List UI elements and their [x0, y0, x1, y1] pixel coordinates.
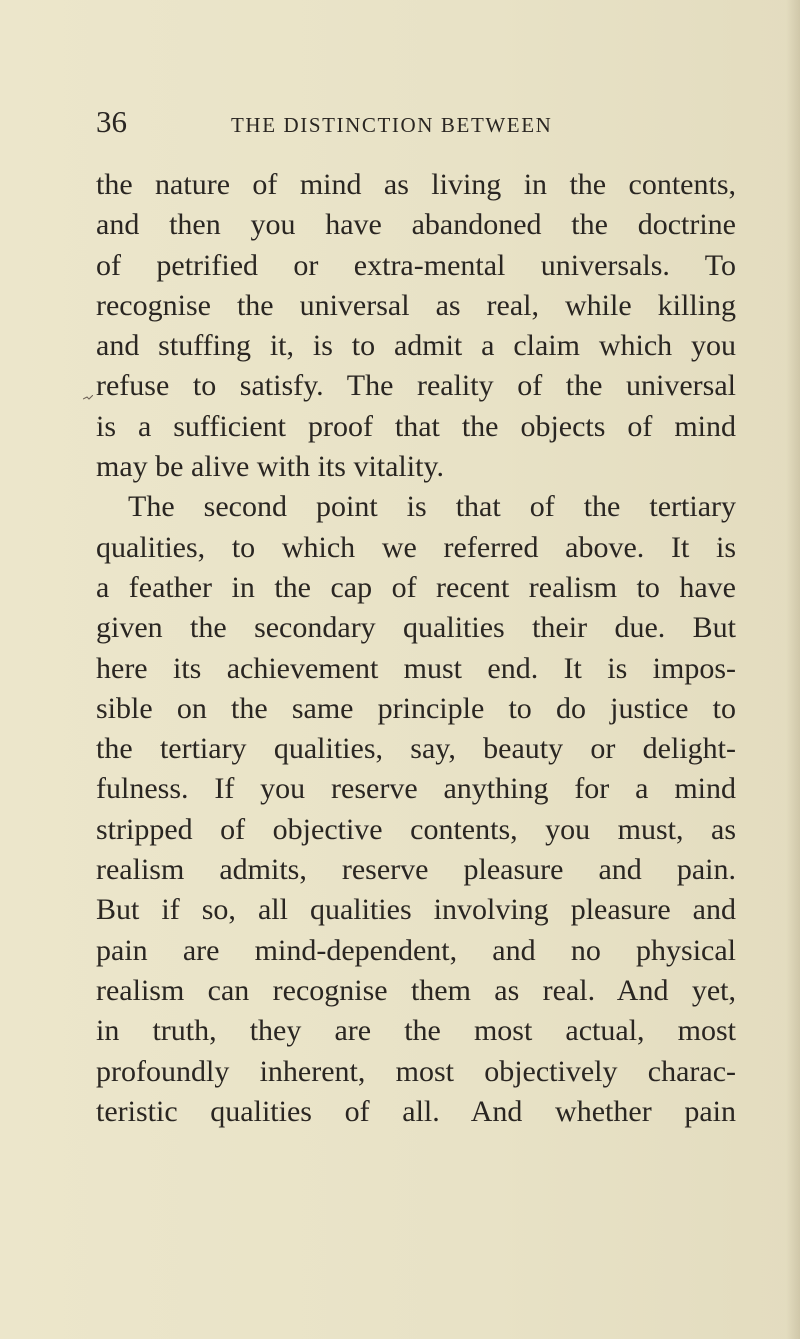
- text-line: qualities, to which we referred above. It is: [96, 530, 736, 564]
- text-line: and stuffing it, is to admit a claim which you: [96, 329, 736, 363]
- text-line: the tertiary qualities, say, beauty or delight-: [96, 732, 736, 766]
- text-line: pain are mind-dependent, and no physical: [96, 933, 736, 967]
- text-line: may be alive with its vitality.: [96, 450, 444, 484]
- running-title: THE DISTINCTION BETWEEN: [231, 113, 553, 137]
- text-line: and then you have abandoned the doctrine: [96, 208, 736, 242]
- text-line: fulness. If you reserve anything for a mind: [96, 772, 736, 806]
- text-line: refuse to satisfy. The reality of the universal: [96, 369, 736, 403]
- page-header: [96, 102, 736, 142]
- text-line: the nature of mind as living in the contents,: [96, 168, 736, 201]
- text-line: The second point is that of the tertiary: [128, 490, 736, 524]
- text-line: sible on the same principle to do justice to: [96, 691, 736, 725]
- text-line: is a sufficient proof that the objects of mind: [96, 409, 736, 443]
- text-line: of petrified or extra-mental universals. To: [96, 248, 736, 282]
- text-line: a feather in the cap of recent realism to have: [96, 570, 736, 604]
- text-line: recognise the universal as real, while killing: [96, 288, 736, 322]
- text-line: stripped of objective contents, you must, as: [96, 812, 736, 846]
- text-line: here its achievement must end. It is impos-: [96, 651, 736, 685]
- ink-speck-mark: [83, 395, 93, 401]
- text-line: realism admits, reserve pleasure and pain.: [96, 853, 736, 887]
- page-number: 36: [96, 104, 127, 139]
- text-line: teristic qualities of all. And whether pain: [96, 1094, 736, 1128]
- text-line: profoundly inherent, most objectively charac-: [96, 1054, 736, 1088]
- text-line: in truth, they are the most actual, most: [96, 1014, 736, 1048]
- page-edge-shadow: [786, 0, 800, 1339]
- body-text: [96, 165, 736, 1132]
- text-line: realism can recognise them as real. And yet,: [96, 973, 736, 1007]
- text-line: given the secondary qualities their due. But: [96, 611, 736, 645]
- text-line: But if so, all qualities involving pleasure and: [96, 893, 736, 927]
